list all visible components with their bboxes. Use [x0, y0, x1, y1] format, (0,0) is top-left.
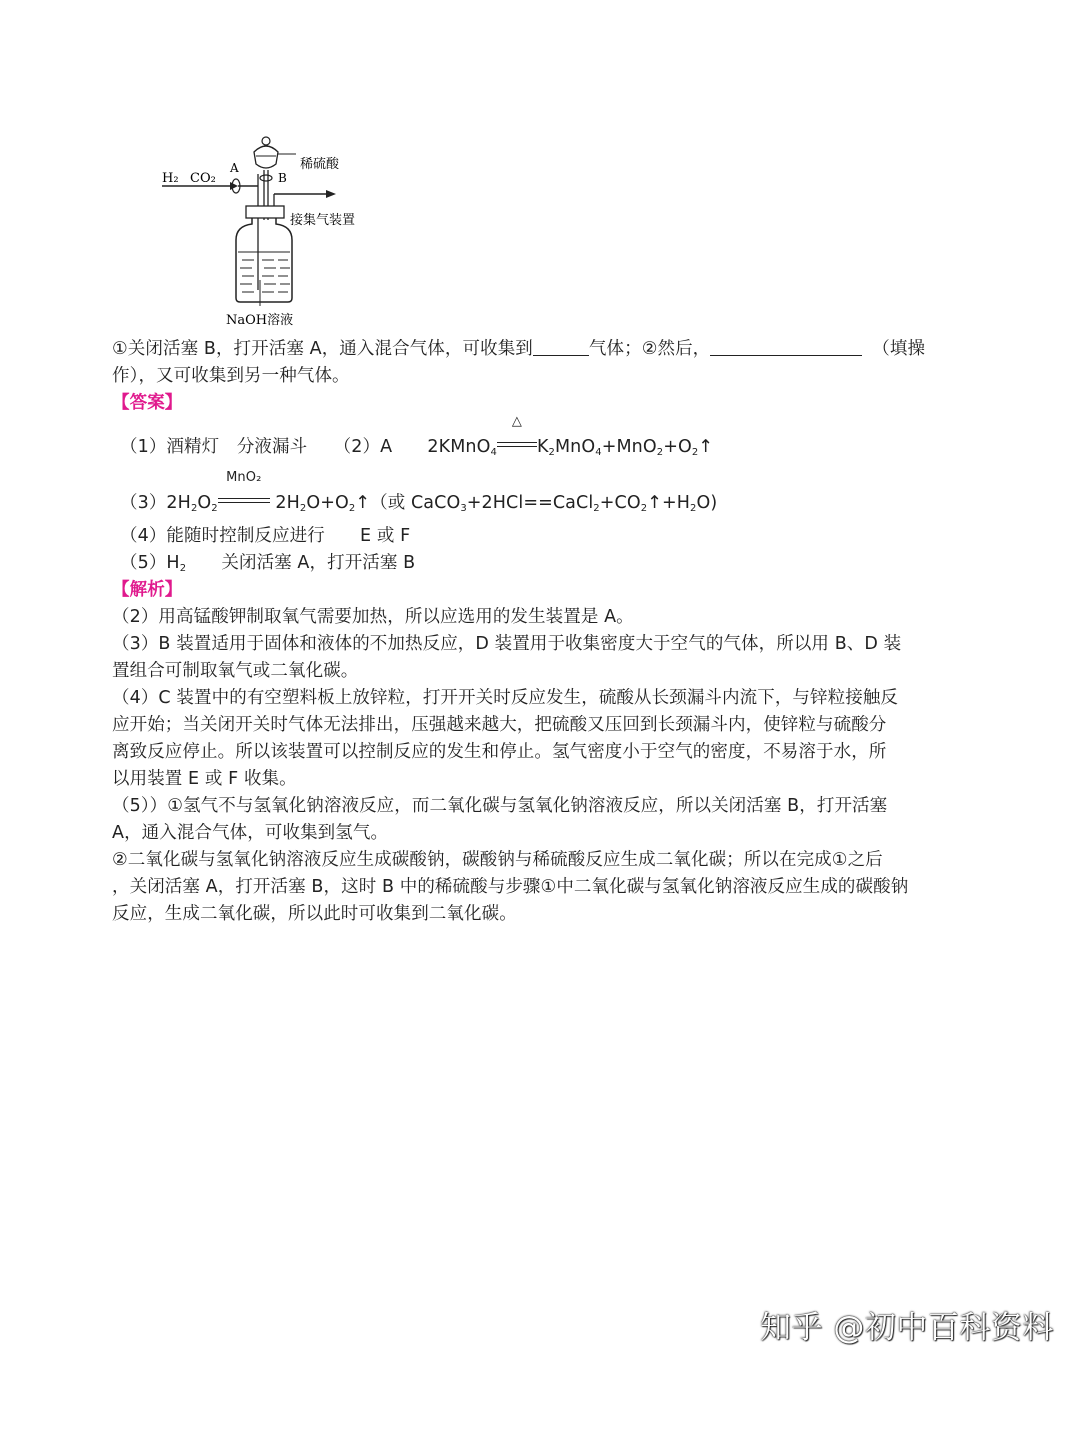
answer-blank-2: [710, 337, 862, 356]
watermark: 知乎 @初中百科资料: [760, 1310, 1054, 1346]
funnel-stopper-icon: [262, 137, 270, 145]
naoh-liquid: [238, 252, 290, 292]
analysis-line: （5））①氢气不与氢氧化钠溶液反应，而二氧化碳与氢氧化钠溶液反应，所以关闭活塞 B，打开活塞: [112, 796, 888, 816]
analysis-line: 应开始；当关闭开关时气体无法排出，压强越来越大，把硫酸又压回到长颈漏斗内，使锌粒与硫酸分: [112, 715, 887, 735]
apparatus-diagram: [150, 130, 390, 330]
label-collect: 接集气装置: [290, 213, 356, 228]
label-naoh: NaOH溶液: [226, 313, 294, 328]
answer-line-1: （1）酒精灯 分液漏斗 （2）A 2KMnO$_4$ △ $K_2MnO_4+MnO_2+O_2↑$: [120, 434, 713, 461]
stopper: [246, 206, 284, 218]
answer-line-3: $(3)2H_2O_2$ MnO₂ $2H_2O+O_2↑$（或 $CaCO_3+2HCl==CaCl_2+CO_2↑+H_2O$): [120, 490, 717, 517]
analysis-line: 以用装置 E 或 F 收集。: [112, 769, 297, 789]
analysis-tag: 【解析】: [112, 580, 183, 600]
heat-condition: [497, 414, 537, 461]
question-text-1c: （填操: [872, 339, 926, 359]
analysis-line: ②二氧化碳与氢氧化钠溶液反应生成碳酸钠，碳酸钠与稀硫酸反应生成二氧化碳；所以在完成①之后: [112, 850, 883, 870]
label-acid: 稀硫酸: [300, 157, 340, 172]
analysis-line: 反应，生成二氧化碳，所以此时可收集到二氧化碳。: [112, 904, 517, 924]
catalyst-condition: [218, 470, 270, 517]
heat-triangle-icon: △: [511, 414, 522, 429]
analysis-line: （4）C 装置中的有空塑料板上放锌粒，打开开关时反应发生，硫酸从长颈漏斗内流下，与锌粒接触反: [112, 688, 899, 708]
analysis-line: A，通入混合气体，可收集到氢气。: [112, 823, 389, 843]
analysis-line: 离致反应停止。所以该装置可以控制反应的发生和停止。氢气密度小于空气的密度，不易溶于水，所: [112, 742, 887, 762]
label-valve-a: A: [230, 161, 239, 175]
valve-b-icon: [260, 175, 272, 181]
analysis-line: ，关闭活塞 A，打开活塞 B，这时 B 中的稀硫酸与步骤①中二氧化碳与氢氧化钠溶液反应生成的碳酸钠: [112, 877, 909, 897]
analysis-line: （2）用高锰酸钾制取氧气需要加热，所以应选用的发生装置是 A。: [112, 607, 634, 627]
catalyst-label: MnO₂: [226, 470, 262, 485]
label-co2: CO₂: [190, 171, 216, 186]
answer-blank-1: [533, 337, 589, 356]
separatory-funnel-icon: [254, 146, 278, 168]
analysis-line: （3）B 装置适用于固体和液体的不加热反应，D 装置用于收集密度大于空气的气体，所以用 B、D 装: [112, 634, 902, 654]
analysis-line: 置组合可制取氧气或二氧化碳。: [112, 661, 359, 681]
question-text-1b: 气体；②然后，: [588, 339, 711, 359]
answer-line-5: $(5)H_2$ 关闭活塞 A，打开活塞 B: [120, 553, 416, 574]
question-text-1a: ①关闭活塞 B，打开活塞 A，通入混合气体，可收集到: [112, 339, 533, 359]
label-valve-b: B: [278, 171, 287, 185]
inlet-arrow-head: [230, 182, 238, 190]
question-line-2: 作），又可收集到另一种气体。: [112, 366, 350, 386]
label-h2: H₂: [162, 171, 179, 186]
answer-tag: 【答案】: [112, 393, 183, 413]
question-line-1: [112, 336, 925, 363]
answer-line-4: （4）能随时控制反应进行 E 或 F: [120, 526, 411, 546]
